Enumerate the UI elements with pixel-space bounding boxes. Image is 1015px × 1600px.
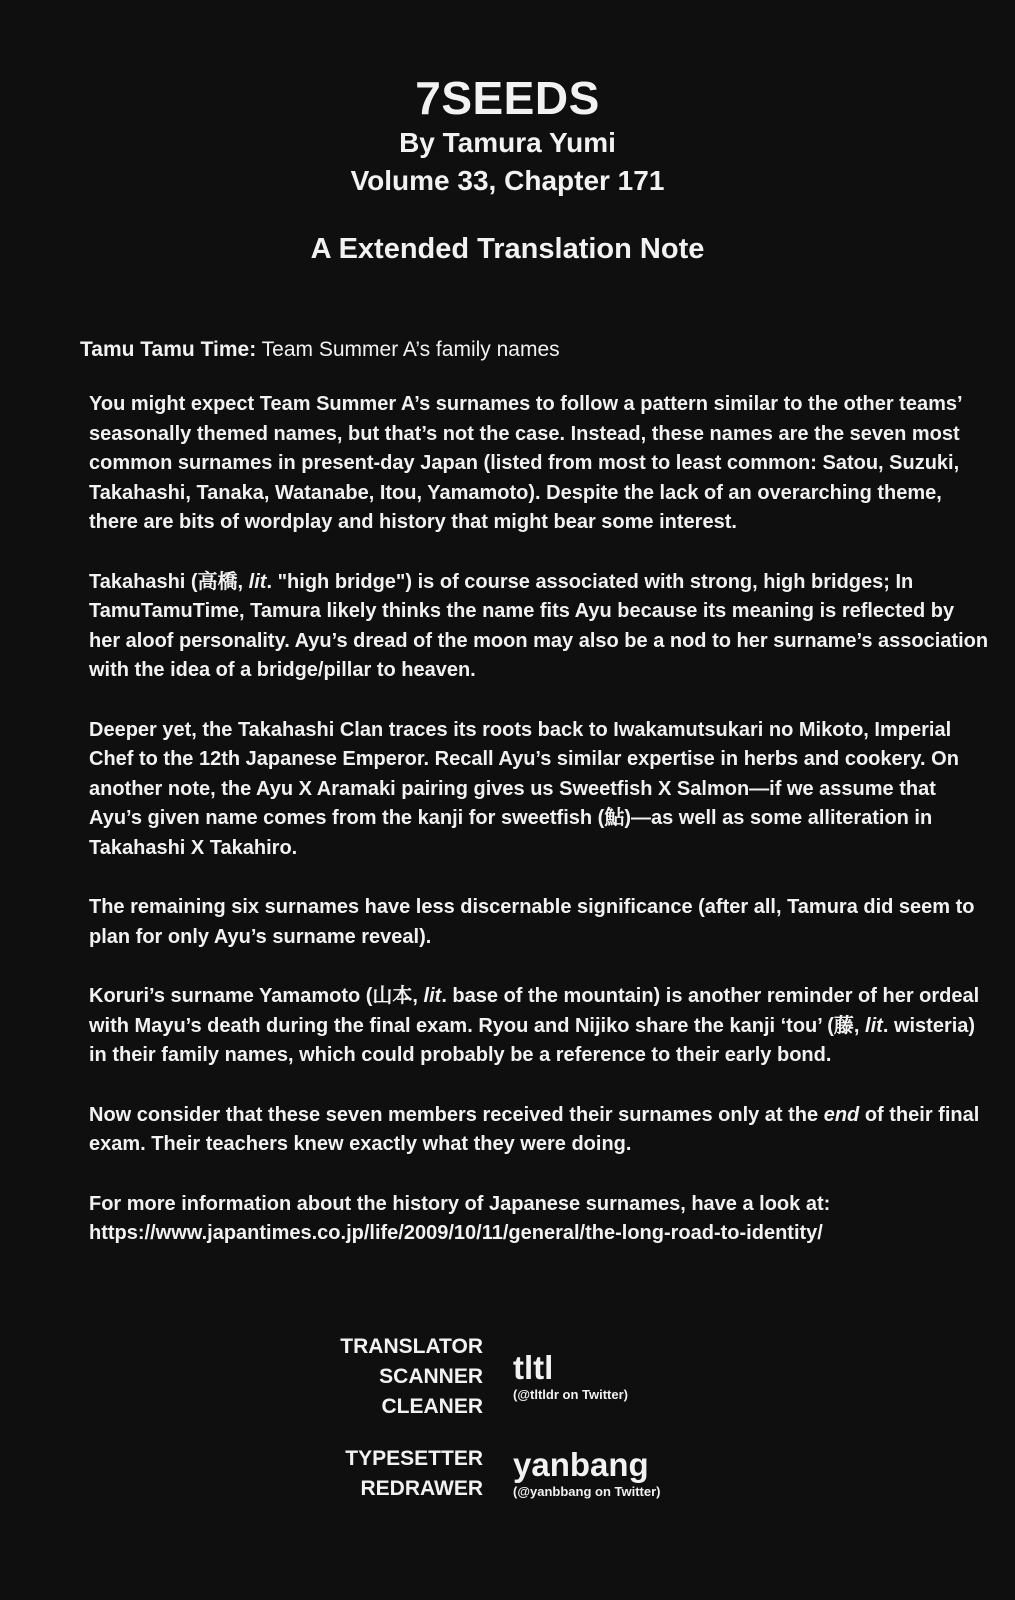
credit-handle: (@yanbbang on Twitter)	[513, 1484, 661, 1499]
reference-url: https://www.japantimes.co.jp/life/2009/10/11/general/the-long-road-to-identity/	[89, 1222, 823, 1244]
role-translator: TRANSLATOR	[340, 1335, 483, 1358]
paragraph-takahashi	[89, 568, 989, 686]
credit-row-tltl	[300, 1332, 860, 1422]
credit-roles	[300, 1332, 483, 1422]
paragraph-more-info	[89, 1190, 989, 1249]
note-body	[89, 390, 989, 1279]
author-byline: By Tamura Yumi	[399, 127, 616, 158]
credit-person	[513, 1447, 660, 1501]
role-typesetter: TYPESETTER	[345, 1447, 483, 1470]
note-title: A Extended Translation Note	[310, 233, 705, 265]
role-redrawer: REDRAWER	[360, 1477, 483, 1500]
credits	[300, 1332, 860, 1526]
credit-person	[513, 1350, 628, 1404]
paragraph-remaining-surnames: The remaining six surnames have less discernable significance (after all, Tamura did seem to plan for only Ayu’s surname reveal).	[89, 896, 975, 948]
paragraph-final-exam	[89, 1101, 989, 1160]
credit-row-yanbang	[300, 1444, 860, 1504]
section-label: Tamu Tamu Time:	[80, 338, 257, 361]
role-scanner: SCANNER	[379, 1365, 483, 1388]
italic-lit: lit	[423, 985, 442, 1007]
italic-end: end	[823, 1103, 860, 1126]
text-span: . "high bridge") is of course associated with strong, high bridges; In TamuTamuTime, Tamura likely thinks the name fits Ayu because its meaning is reflected by her aloof personality. Ayu’s dread of the moon may also be a nod to her surname’s association with the idea of a bridge/pillar to heaven.	[89, 570, 989, 681]
italic-lit: lit	[865, 1014, 883, 1037]
text-span: . wisteria) in their family names, which could probably be a reference to their early bond.	[89, 1014, 976, 1066]
role-cleaner: CLEANER	[381, 1395, 483, 1418]
paragraph-intro: You might expect Team Summer A’s surnames to follow a pattern similar to the other teams’ seasonally themed names, but that’s not the case. Instead, these names are the seven most common surnames in present-day Japan (listed from most to least common: Satou, Suzuki, Takahashi, Tanaka, Watanabe, Itou, Yamamoto). Despite the lack of an overarching theme, there are bits of wordplay and history that might bear some interest.	[89, 393, 962, 533]
credit-roles	[300, 1444, 483, 1504]
paragraph-clan-history: Deeper yet, the Takahashi Clan traces its roots back to Iwakamutsukari no Mikoto, Imperial Chef to the 12th Japanese Emperor. Recall Ayu’s similar expertise in herbs and cookery. On another note, the Ayu X Aramaki pairing gives us Sweetfish X Salmon—if we assume that Ayu’s given name comes from the kanji for sweetfish (鮎)—as well as some alliteration in Takahashi X Takahiro.	[89, 718, 959, 859]
credit-name: yanbang	[513, 1446, 649, 1483]
volume-chapter: Volume 33, Chapter 171	[350, 165, 665, 196]
credit-handle: (@tltldr on Twitter)	[513, 1387, 628, 1402]
section-topic: Team Summer A’s family names	[256, 338, 560, 361]
text-span: of their final exam. Their teachers knew exactly what they were doing.	[89, 1103, 980, 1155]
credit-name: tltl	[513, 1349, 554, 1386]
text-span: Now consider that these seven members received their surnames only at the	[89, 1103, 824, 1126]
text-span: Koruri’s surname Yamamoto (山本,	[89, 985, 424, 1007]
paragraph-yamamoto	[89, 982, 989, 1071]
header	[0, 72, 1015, 268]
italic-lit: lit	[248, 570, 267, 593]
text-span: . base of the mountain) is another reminder of her ordeal with Mayu’s death during the final exam. Ryou and Nijiko share the kanji ‘tou’ (藤,	[89, 985, 980, 1037]
text-span: For more information about the history of Japanese surnames, have a look at:	[89, 1192, 831, 1215]
text-span: Takahashi (高橋,	[89, 570, 249, 593]
section-heading	[80, 336, 560, 364]
page-title: 7SEEDS	[415, 72, 600, 124]
